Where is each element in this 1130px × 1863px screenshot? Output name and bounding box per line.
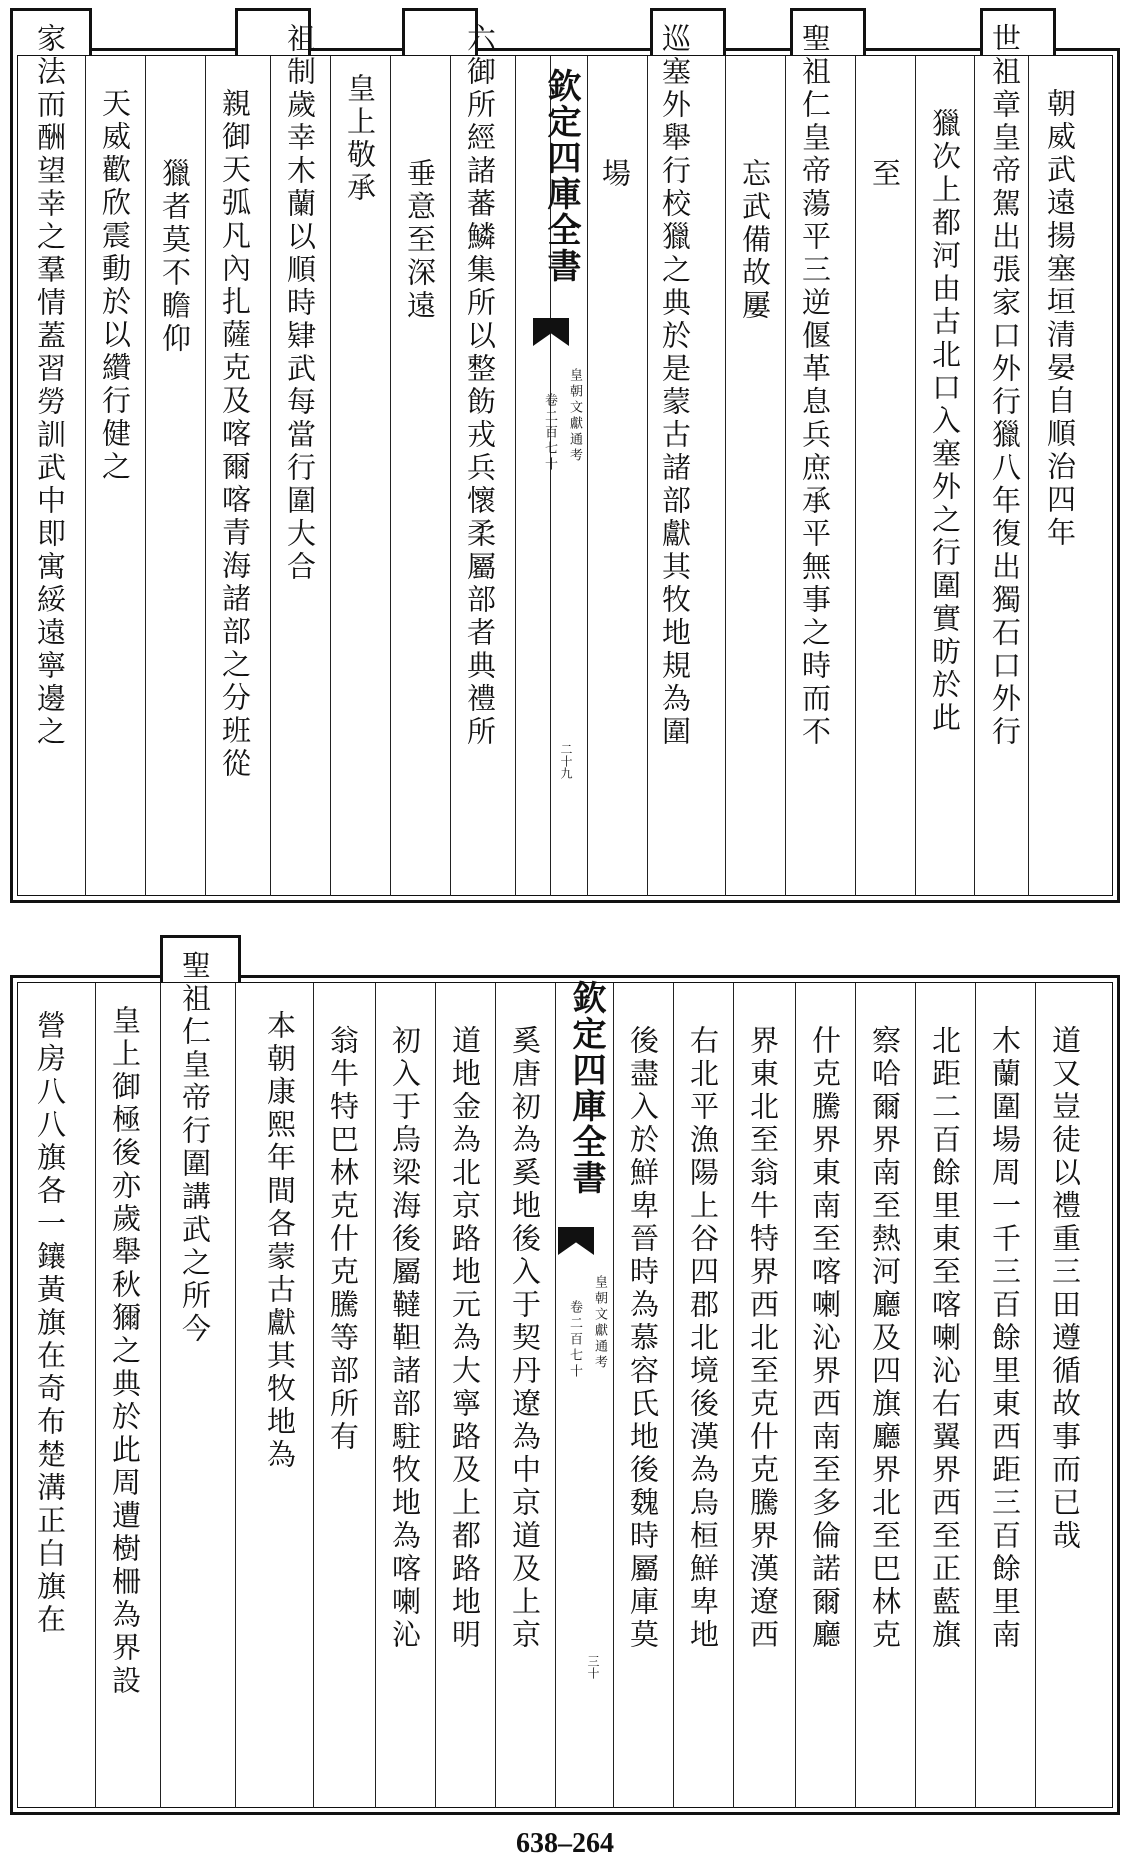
- column-rule: [435, 983, 436, 1808]
- column-rule: [313, 983, 314, 1808]
- column-rule: [915, 56, 916, 896]
- column-rule: [733, 983, 734, 1808]
- column-rule: [915, 983, 916, 1808]
- text-column: 察哈爾界南至熱河廳及四旗廳界北至巴林克: [868, 1025, 902, 1652]
- text-column: 翁牛特巴林克什克騰等部所有: [326, 1025, 360, 1454]
- book-title: 皇朝文獻通考: [592, 1275, 607, 1371]
- text-column: 朝威武遠揚塞垣清晏自順治四年: [1043, 88, 1077, 550]
- text-column: 初入于烏梁海後屬韃靼諸部駐牧地為喀喇沁: [388, 1025, 422, 1652]
- text-column: 巡塞外舉行校獵之典於是蒙古諸部獻其牧地規為圍: [658, 23, 692, 749]
- volume-label: 卷二百七十: [567, 1300, 582, 1380]
- column-rule: [85, 56, 86, 896]
- column-rule: [1028, 56, 1029, 896]
- text-column: 營房八八旗各一鑲黃旗在奇布楚溝正白旗在: [33, 1010, 67, 1637]
- column-rule: [785, 56, 786, 896]
- page-number: 二十九: [559, 743, 573, 779]
- text-column: 忘武備故屢: [738, 158, 772, 323]
- text-column: 皇上敬承: [343, 73, 377, 205]
- column-rule: [160, 983, 161, 1808]
- text-column: 至: [868, 158, 902, 191]
- book-title: 皇朝文獻通考: [567, 368, 582, 464]
- column-rule: [495, 983, 496, 1808]
- column-rule: [235, 983, 236, 1808]
- text-column: 六御所經諸蕃鱗集所以整飭戎兵懷柔屬部者典禮所: [463, 23, 497, 749]
- volume-label: 卷二百七十: [542, 393, 557, 473]
- book-series-title: 欽定四庫全書: [541, 68, 581, 284]
- text-column: 世祖章皇帝駕出張家口外行獵八年復出獨石口外行: [988, 23, 1022, 749]
- column-rule: [375, 983, 376, 1808]
- column-rule: [270, 56, 271, 896]
- text-column: 道地金為北京路地元為大寧路及上都路地明: [448, 1025, 482, 1652]
- text-column: 奚唐初為奚地後入于契丹遼為中京道及上京: [508, 1025, 542, 1652]
- text-column: 木蘭圍場周一千三百餘里東西距三百餘里南: [988, 1025, 1022, 1652]
- column-rule: [855, 56, 856, 896]
- text-column: 獵者莫不瞻仰: [158, 158, 192, 356]
- column-rule: [145, 56, 146, 896]
- book-series-title: 欽定四庫全書: [566, 980, 606, 1196]
- column-rule: [974, 56, 975, 896]
- column-rule: [95, 983, 96, 1808]
- text-column: 北距二百餘里東至喀喇沁右翼界西至正藍旗: [928, 1025, 962, 1652]
- column-rule: [975, 983, 976, 1808]
- column-rule: [450, 56, 451, 896]
- column-rule: [555, 983, 556, 1808]
- bottom-page: [10, 935, 1120, 1815]
- text-column: 天威歡欣震動於以纘行健之: [98, 88, 132, 484]
- text-column: 獵次上都河由古北口入塞外之行圍實昉於此: [928, 108, 962, 735]
- text-column: 親御天弧凡內扎薩克及喀爾喀青海諸部之分班從: [218, 88, 252, 781]
- column-rule: [613, 983, 614, 1808]
- column-rule: [725, 56, 726, 896]
- column-rule: [330, 56, 331, 896]
- text-column: 後盡入於鮮卑晉時為慕容氏地後魏時屬庫莫: [626, 1025, 660, 1652]
- column-rule: [205, 56, 206, 896]
- scan-page-number: 638–264: [516, 1828, 614, 1859]
- text-column: 道又豈徒以禮重三田遵循故事而已哉: [1048, 1025, 1082, 1553]
- text-column: 什克騰界東南至喀喇沁界西南至多倫諾爾廳: [808, 1025, 842, 1652]
- column-rule: [515, 56, 516, 896]
- column-rule: [795, 983, 796, 1808]
- column-rule: [390, 56, 391, 896]
- column-rule: [855, 983, 856, 1808]
- text-column: 右北平漁陽上谷四郡北境後漢為烏桓鮮卑地: [686, 1025, 720, 1652]
- text-column: 聖祖仁皇帝蕩平三逆偃革息兵庶承平無事之時而不: [798, 23, 832, 749]
- column-rule: [673, 983, 674, 1808]
- column-rule: [587, 56, 588, 896]
- page-number: 三十: [586, 1655, 600, 1679]
- text-column: 本朝康熙年間各蒙古獻其牧地為: [263, 1010, 297, 1472]
- text-column: 場: [598, 158, 632, 191]
- text-column: 皇上御極後亦歲舉秋獮之典於此周遭樹柵為界設: [108, 1005, 142, 1698]
- text-column: 聖祖仁皇帝行圍講武之所今: [178, 950, 212, 1346]
- column-rule: [1035, 983, 1036, 1808]
- top-page: [10, 8, 1120, 903]
- column-rule: [647, 56, 648, 896]
- text-column: 祖制歲幸木蘭以順時肄武每當行圍大合: [283, 23, 317, 584]
- text-column: 家法而酬望幸之羣情蓋習勞訓武中即寓綏遠寧邊之: [33, 23, 67, 749]
- text-column: 垂意至深遠: [403, 158, 437, 323]
- text-column: 界東北至翁牛特界西北至克什克騰界漢遼西: [746, 1025, 780, 1652]
